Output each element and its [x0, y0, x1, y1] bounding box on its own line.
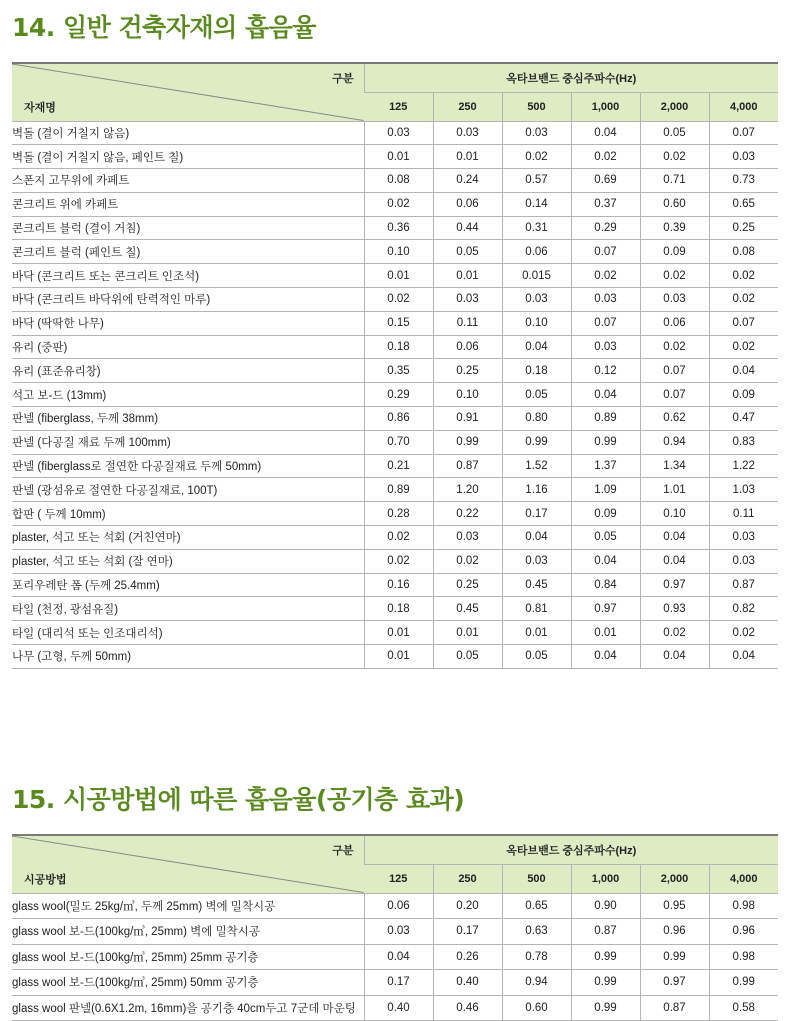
absorption-value-cell: 0.99 [433, 430, 502, 454]
corner-header [12, 63, 364, 121]
material-name-cell: glass wool 보-드(100kg/㎥, 25mm) 50mm 공기층 [12, 970, 364, 996]
table-row [12, 597, 778, 621]
absorption-value-cell: 0.99 [502, 430, 571, 454]
table-row [12, 645, 778, 669]
absorption-value-cell: 0.04 [571, 549, 640, 573]
table-row [12, 359, 778, 383]
absorption-value-cell: 0.08 [364, 169, 433, 193]
absorption-value-cell: 1.22 [709, 454, 778, 478]
absorption-value-cell: 0.35 [364, 359, 433, 383]
absorption-value-cell: 0.58 [709, 995, 778, 1021]
absorption-value-cell: 0.04 [640, 645, 709, 669]
absorption-value-cell: 0.25 [433, 359, 502, 383]
table-row [12, 383, 778, 407]
absorption-value-cell: 0.97 [571, 597, 640, 621]
material-name-cell: plaster, 석고 또는 석회 (거친연마) [12, 526, 364, 550]
absorption-value-cell: 0.01 [364, 621, 433, 645]
table-row [12, 192, 778, 216]
absorption-value-cell: 0.10 [640, 502, 709, 526]
freq-header-4000: 4,000 [709, 92, 778, 121]
absorption-value-cell: 0.82 [709, 597, 778, 621]
absorption-value-cell: 0.02 [640, 264, 709, 288]
absorption-value-cell: 0.18 [502, 359, 571, 383]
absorption-value-cell: 0.02 [364, 526, 433, 550]
material-name-cell: 타일 (대리석 또는 인조대리석) [12, 621, 364, 645]
absorption-value-cell: 0.99 [571, 995, 640, 1021]
absorption-value-cell: 0.06 [364, 893, 433, 919]
table-row [12, 573, 778, 597]
table-row [12, 430, 778, 454]
absorption-value-cell: 0.01 [364, 264, 433, 288]
absorption-value-cell: 0.06 [433, 335, 502, 359]
absorption-value-cell: 0.36 [364, 216, 433, 240]
absorption-value-cell: 0.78 [502, 944, 571, 970]
material-name-cell: glass wool 판넬(0.6X1.2m, 16mm)을 공기층 40cm두고 7군데 마운팅 [12, 995, 364, 1021]
absorption-value-cell: 0.02 [364, 288, 433, 312]
absorption-value-cell: 0.29 [364, 383, 433, 407]
material-name-cell: 석고 보-드 (13mm) [12, 383, 364, 407]
table-row [12, 216, 778, 240]
absorption-value-cell: 0.40 [364, 995, 433, 1021]
absorption-value-cell: 0.83 [709, 430, 778, 454]
absorption-value-cell: 1.16 [502, 478, 571, 502]
absorption-value-cell: 0.62 [640, 407, 709, 431]
freq-header-1000: 1,000 [571, 92, 640, 121]
table-row [12, 502, 778, 526]
absorption-value-cell: 0.84 [571, 573, 640, 597]
absorption-value-cell: 0.02 [364, 549, 433, 573]
absorption-value-cell: 0.87 [571, 919, 640, 945]
absorption-value-cell: 0.04 [709, 645, 778, 669]
absorption-value-cell: 0.02 [709, 288, 778, 312]
table-row [12, 621, 778, 645]
absorption-value-cell: 0.10 [364, 240, 433, 264]
absorption-value-cell: 0.03 [502, 121, 571, 145]
absorption-value-cell: 0.87 [433, 454, 502, 478]
absorption-value-cell: 0.97 [640, 970, 709, 996]
table-row [12, 121, 778, 145]
absorption-value-cell: 0.99 [571, 944, 640, 970]
absorption-value-cell: 0.05 [433, 240, 502, 264]
absorption-value-cell: 0.25 [709, 216, 778, 240]
absorption-value-cell: 0.91 [433, 407, 502, 431]
absorption-value-cell: 0.46 [433, 995, 502, 1021]
absorption-value-cell: 0.86 [364, 407, 433, 431]
absorption-value-cell: 0.05 [502, 645, 571, 669]
absorption-value-cell: 0.65 [502, 893, 571, 919]
absorption-value-cell: 0.01 [502, 621, 571, 645]
absorption-value-cell: 0.99 [571, 970, 640, 996]
header-row-band [12, 835, 778, 864]
freq-header-125: 125 [364, 864, 433, 893]
absorption-value-cell: 0.03 [433, 526, 502, 550]
absorption-value-cell: 0.71 [640, 169, 709, 193]
table-row [12, 145, 778, 169]
absorption-value-cell: 0.04 [571, 645, 640, 669]
absorption-value-cell: 0.45 [502, 573, 571, 597]
absorption-value-cell: 1.03 [709, 478, 778, 502]
absorption-table-installation [12, 834, 778, 1021]
freq-header-250: 250 [433, 864, 502, 893]
absorption-value-cell: 0.87 [709, 573, 778, 597]
absorption-value-cell: 0.02 [640, 145, 709, 169]
absorption-value-cell: 0.05 [640, 121, 709, 145]
absorption-value-cell: 0.07 [571, 240, 640, 264]
material-name-cell: 타일 (천정, 광섬유질) [12, 597, 364, 621]
table-row [12, 264, 778, 288]
absorption-value-cell: 0.02 [502, 145, 571, 169]
absorption-value-cell: 0.47 [709, 407, 778, 431]
absorption-value-cell: 0.17 [502, 502, 571, 526]
absorption-value-cell: 0.99 [571, 430, 640, 454]
absorption-value-cell: 0.20 [433, 893, 502, 919]
absorption-value-cell: 0.02 [364, 192, 433, 216]
table-row [12, 995, 778, 1021]
absorption-value-cell: 0.04 [502, 526, 571, 550]
table-row [12, 335, 778, 359]
corner-header [12, 835, 364, 893]
absorption-value-cell: 0.02 [709, 621, 778, 645]
absorption-value-cell: 0.16 [364, 573, 433, 597]
absorption-value-cell: 0.06 [640, 311, 709, 335]
absorption-value-cell: 0.26 [433, 944, 502, 970]
material-name-cell: 판넬 (fiberglass, 두께 38mm) [12, 407, 364, 431]
absorption-value-cell: 0.03 [709, 145, 778, 169]
absorption-value-cell: 0.65 [709, 192, 778, 216]
absorption-value-cell: 0.37 [571, 192, 640, 216]
material-name-cell: 바닥 (딱딱한 나무) [12, 311, 364, 335]
absorption-value-cell: 0.06 [502, 240, 571, 264]
absorption-value-cell: 0.97 [640, 573, 709, 597]
corner-label-category: 구분 [332, 845, 354, 857]
material-name-cell: glass wool(밀도 25kg/㎥, 두께 25mm) 벽에 밀착시공 [12, 893, 364, 919]
table-row [12, 549, 778, 573]
absorption-value-cell: 0.17 [364, 970, 433, 996]
absorption-value-cell: 0.04 [640, 549, 709, 573]
absorption-value-cell: 0.25 [433, 573, 502, 597]
absorption-value-cell: 0.05 [433, 645, 502, 669]
absorption-value-cell: 1.34 [640, 454, 709, 478]
absorption-value-cell: 0.01 [433, 145, 502, 169]
absorption-value-cell: 0.09 [709, 383, 778, 407]
absorption-value-cell: 0.98 [709, 893, 778, 919]
absorption-value-cell: 0.60 [502, 995, 571, 1021]
material-name-cell: 벽돌 (결이 거칠지 않음, 페인트 칠) [12, 145, 364, 169]
table-row [12, 478, 778, 502]
section-title-installation-method: 15. 시공방법에 따른 흡음율(공기층 효과) [12, 785, 465, 814]
absorption-value-cell: 0.01 [364, 645, 433, 669]
absorption-value-cell: 0.05 [571, 526, 640, 550]
table-row [12, 240, 778, 264]
absorption-value-cell: 0.03 [640, 288, 709, 312]
absorption-value-cell: 0.94 [502, 970, 571, 996]
absorption-value-cell: 0.04 [502, 335, 571, 359]
absorption-value-cell: 0.96 [640, 919, 709, 945]
absorption-value-cell: 0.69 [571, 169, 640, 193]
absorption-value-cell: 0.015 [502, 264, 571, 288]
absorption-value-cell: 0.07 [571, 311, 640, 335]
absorption-value-cell: 0.93 [640, 597, 709, 621]
freq-header-4000: 4,000 [709, 864, 778, 893]
absorption-value-cell: 0.73 [709, 169, 778, 193]
absorption-value-cell: 0.03 [709, 549, 778, 573]
absorption-value-cell: 0.89 [364, 478, 433, 502]
absorption-value-cell: 0.45 [433, 597, 502, 621]
absorption-value-cell: 0.04 [571, 121, 640, 145]
absorption-value-cell: 0.02 [640, 335, 709, 359]
material-name-cell: 판넬 (다공질 재료 두께 100mm) [12, 430, 364, 454]
absorption-value-cell: 0.02 [571, 145, 640, 169]
absorption-value-cell: 0.31 [502, 216, 571, 240]
material-name-cell: 바닥 (콘크리트 또는 콘크리트 인조석) [12, 264, 364, 288]
absorption-value-cell: 0.10 [433, 383, 502, 407]
corner-label-category: 구분 [332, 73, 354, 85]
table-row [12, 944, 778, 970]
absorption-value-cell: 1.52 [502, 454, 571, 478]
absorption-value-cell: 0.90 [571, 893, 640, 919]
section-title-absorption-materials: 14. 일반 건축자재의 흡음율 [12, 13, 316, 42]
band-header: 옥타브밴드 중심주파수(Hz) [364, 835, 778, 864]
table-row [12, 919, 778, 945]
absorption-value-cell: 0.28 [364, 502, 433, 526]
absorption-value-cell: 0.03 [502, 549, 571, 573]
absorption-value-cell: 0.12 [571, 359, 640, 383]
absorption-value-cell: 0.80 [502, 407, 571, 431]
absorption-value-cell: 0.07 [709, 121, 778, 145]
absorption-value-cell: 0.18 [364, 597, 433, 621]
absorption-value-cell: 1.01 [640, 478, 709, 502]
absorption-value-cell: 0.18 [364, 335, 433, 359]
table-row [12, 407, 778, 431]
absorption-value-cell: 0.03 [571, 288, 640, 312]
table-row [12, 893, 778, 919]
absorption-value-cell: 0.09 [640, 240, 709, 264]
material-name-cell: 스폰지 고무위에 카페트 [12, 169, 364, 193]
absorption-value-cell: 0.57 [502, 169, 571, 193]
absorption-value-cell: 0.04 [709, 359, 778, 383]
material-name-cell: 판넬 (광섬유로 절연한 다공질재료, 100T) [12, 478, 364, 502]
absorption-value-cell: 0.01 [433, 264, 502, 288]
absorption-value-cell: 0.08 [709, 240, 778, 264]
freq-header-1000: 1,000 [571, 864, 640, 893]
table-row [12, 526, 778, 550]
corner-label-material: 자재명 [24, 101, 56, 114]
absorption-value-cell: 0.94 [640, 430, 709, 454]
absorption-value-cell: 0.15 [364, 311, 433, 335]
material-name-cell: glass wool 보-드(100kg/㎥, 25mm) 벽에 밀착시공 [12, 919, 364, 945]
absorption-value-cell: 0.04 [571, 383, 640, 407]
absorption-value-cell: 0.22 [433, 502, 502, 526]
table-row [12, 288, 778, 312]
absorption-value-cell: 0.01 [571, 621, 640, 645]
absorption-table-materials [12, 62, 778, 669]
absorption-value-cell: 0.96 [709, 919, 778, 945]
absorption-value-cell: 1.09 [571, 478, 640, 502]
absorption-value-cell: 0.04 [640, 526, 709, 550]
freq-header-500: 500 [502, 92, 571, 121]
absorption-value-cell: 0.03 [502, 288, 571, 312]
absorption-value-cell: 0.03 [364, 121, 433, 145]
material-name-cell: 콘크리트 블럭 (결이 거침) [12, 216, 364, 240]
table-body-installation [12, 893, 778, 1021]
material-name-cell: 콘크리트 위에 카페트 [12, 192, 364, 216]
diagonal-divider [12, 64, 364, 121]
absorption-value-cell: 0.11 [709, 502, 778, 526]
absorption-value-cell: 0.70 [364, 430, 433, 454]
absorption-value-cell: 0.95 [640, 893, 709, 919]
absorption-value-cell: 0.01 [433, 621, 502, 645]
absorption-value-cell: 0.44 [433, 216, 502, 240]
absorption-value-cell: 0.02 [709, 264, 778, 288]
freq-header-500: 500 [502, 864, 571, 893]
absorption-value-cell: 0.01 [364, 145, 433, 169]
absorption-value-cell: 0.05 [502, 383, 571, 407]
absorption-value-cell: 0.39 [640, 216, 709, 240]
absorption-value-cell: 0.99 [640, 944, 709, 970]
absorption-value-cell: 0.02 [571, 264, 640, 288]
absorption-value-cell: 0.03 [571, 335, 640, 359]
absorption-value-cell: 0.89 [571, 407, 640, 431]
material-name-cell: 포리우레탄 폼 (두께 25.4mm) [12, 573, 364, 597]
material-name-cell: 바닥 (콘크리트 바닥위에 탄력적인 마루) [12, 288, 364, 312]
material-name-cell: 유리 (표준유리창) [12, 359, 364, 383]
band-header: 옥타브밴드 중심주파수(Hz) [364, 63, 778, 92]
absorption-value-cell: 0.60 [640, 192, 709, 216]
absorption-value-cell: 0.02 [433, 549, 502, 573]
absorption-value-cell: 0.11 [433, 311, 502, 335]
absorption-value-cell: 0.81 [502, 597, 571, 621]
absorption-value-cell: 0.99 [709, 970, 778, 996]
absorption-value-cell: 0.17 [433, 919, 502, 945]
freq-header-2000: 2,000 [640, 92, 709, 121]
absorption-value-cell: 0.21 [364, 454, 433, 478]
table-row [12, 311, 778, 335]
table-row [12, 970, 778, 996]
absorption-value-cell: 0.03 [364, 919, 433, 945]
material-name-cell: 나무 (고형, 두께 50mm) [12, 645, 364, 669]
absorption-value-cell: 1.37 [571, 454, 640, 478]
absorption-value-cell: 0.63 [502, 919, 571, 945]
absorption-value-cell: 0.03 [709, 526, 778, 550]
material-name-cell: 판넬 (fiberglass로 절연한 다공질재료 두께 50mm) [12, 454, 364, 478]
absorption-value-cell: 0.40 [433, 970, 502, 996]
material-name-cell: glass wool 보-드(100kg/㎥, 25mm) 25mm 공기층 [12, 944, 364, 970]
table-row [12, 169, 778, 193]
absorption-value-cell: 0.07 [640, 383, 709, 407]
material-name-cell: 벽돌 (결이 거칠지 않음) [12, 121, 364, 145]
table-row [12, 454, 778, 478]
absorption-value-cell: 0.87 [640, 995, 709, 1021]
freq-header-250: 250 [433, 92, 502, 121]
absorption-value-cell: 0.06 [433, 192, 502, 216]
freq-header-2000: 2,000 [640, 864, 709, 893]
absorption-value-cell: 0.04 [364, 944, 433, 970]
table-body-materials [12, 121, 778, 668]
material-name-cell: 합판 ( 두께 10mm) [12, 502, 364, 526]
absorption-value-cell: 0.02 [640, 621, 709, 645]
corner-label-method: 시공방법 [24, 873, 67, 886]
absorption-value-cell: 0.10 [502, 311, 571, 335]
absorption-value-cell: 0.98 [709, 944, 778, 970]
header-row-band [12, 63, 778, 92]
material-name-cell: 유리 (중판) [12, 335, 364, 359]
absorption-value-cell: 1.20 [433, 478, 502, 502]
absorption-value-cell: 0.07 [709, 311, 778, 335]
material-name-cell: plaster, 석고 또는 석회 (잘 연마) [12, 549, 364, 573]
absorption-value-cell: 0.03 [433, 288, 502, 312]
absorption-value-cell: 0.24 [433, 169, 502, 193]
absorption-value-cell: 0.07 [640, 359, 709, 383]
absorption-value-cell: 0.29 [571, 216, 640, 240]
freq-header-125: 125 [364, 92, 433, 121]
absorption-value-cell: 0.02 [709, 335, 778, 359]
absorption-value-cell: 0.14 [502, 192, 571, 216]
absorption-value-cell: 0.09 [571, 502, 640, 526]
material-name-cell: 콘크리트 블럭 (페인트 칠) [12, 240, 364, 264]
absorption-value-cell: 0.03 [433, 121, 502, 145]
